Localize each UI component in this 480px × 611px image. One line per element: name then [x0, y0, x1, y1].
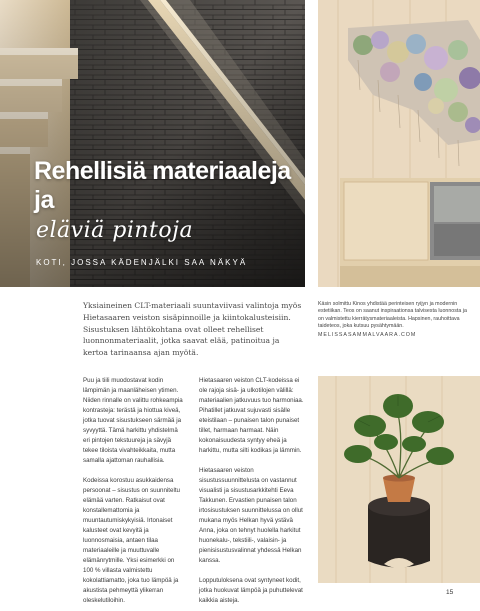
body-column-middle [199, 376, 305, 611]
hero-photo [0, 0, 305, 287]
staircase-brick-image [0, 0, 305, 287]
hero-title [34, 157, 305, 215]
body-paragraph: Hietasaaren veiston sisustussuunnittelusta on vastannut visualisti ja sisustusarkkitehti Eeva Takkunen. Ervastien punaisen talon irtosisustuksen suunnittelussa on ollut mukana myös Helkan hyvä ystävä Anna, joka on tehnyt huolella harkitut huonekalu-, tekstiili-, valaisin- ja pienisisustusvalinnat yhdessä Helkan kanssa. [199, 467, 303, 564]
body-column-left [83, 376, 186, 611]
body-paragraph: Lopputuloksena ovat syntyneet kodit, jotka huokuvat lämpöä ja puhuttelevat kaikkia aisteja. [199, 577, 303, 604]
caption-credit: MELISSASAMMALVAARA.COM [318, 332, 417, 339]
monstera-plant-image [318, 376, 480, 583]
page-number: 15 [446, 589, 454, 596]
body-paragraph: Kodeissa korostuu asukkaidensa persoonat – sisustus on suunniteltu elämää varten. Ratkaisut ovat konstallemattomia ja muuntautumiskykyisiä. Irtonaiset kalusteet ovat kevyitä ja luonnosmaisia, antaen tilaa materiaaleille ja muuttuvalle elämänrytmille. Yksi esimerkki on 100 % villasta valmistettu kokolattiamatto, joka tuo lämpöä ja akustista pehmeyttä ylikerran oleskelutiloihin. [83, 477, 180, 604]
caption-text: Käsin solmittu Kinos yhdistää perinteisen ryijyn ja modernin estetiikan. Teos on saanut inspiraationsa talvisesta luonnosta ja on valmistettu kierrätysmateriaaleista. Hapsinen, rauhoittava taideteos, joka kutsuu pysähtymään. [318, 301, 467, 329]
textile-art-photo [318, 0, 480, 287]
plant-photo [318, 376, 480, 583]
hero-kicker: KOTI, JOSSA KÄDENJÄLKI SAA NÄKYÄ [36, 258, 248, 267]
hero-title-text: Rehellisiä materiaaleja ja [34, 157, 291, 214]
body-paragraph: Hietasaaren veiston CLT-kodeissa ei ole rajoja sisä- ja ulkotilojen välillä: materiaalien jatkuvuus tuo harmoniaa. Pihatillet jatkuvat sujuvasti sisälle eteistilaan – punaisen talon punaiset tillet, harmaan harmaat. Näin kokonaisuudesta syntyy eheä ja harkittu, mutta silti kodikas ja lämmin. [199, 377, 304, 454]
photo-caption [318, 301, 468, 339]
intro-paragraph: Yksiaineinen CLT-materiaali suuntaviivasi valintoja myös Hietasaaren veiston sisäpinnoille ja kiintokalusteisiin. Sisustuksen lähtökohtana ovat olleet rehelliset luonnonmateriaalit, jotka saavat elää, patinoitua ja kertoa tarinaansa ajan myötä. [83, 301, 302, 358]
body-paragraph: Puu ja tiili muodostavat kodin lämpimän ja maanläheisen ytimen. Niiden rinnalle on valittu rohkeampia kontrasteja: terästä ja hiottua kiveä, jotka tuovat sisustukseen särmää ja syvyyttä. Tämä harkittu yhdistelmä eri pintojen tekstuureja ja sävyjä tekee tiloista vivahteikkaita, mutta samalla ajattoman rauhallisia. [83, 377, 183, 464]
textile-wall-art-image [318, 0, 480, 287]
hero-script-title: eläviä pintoja [36, 218, 194, 243]
